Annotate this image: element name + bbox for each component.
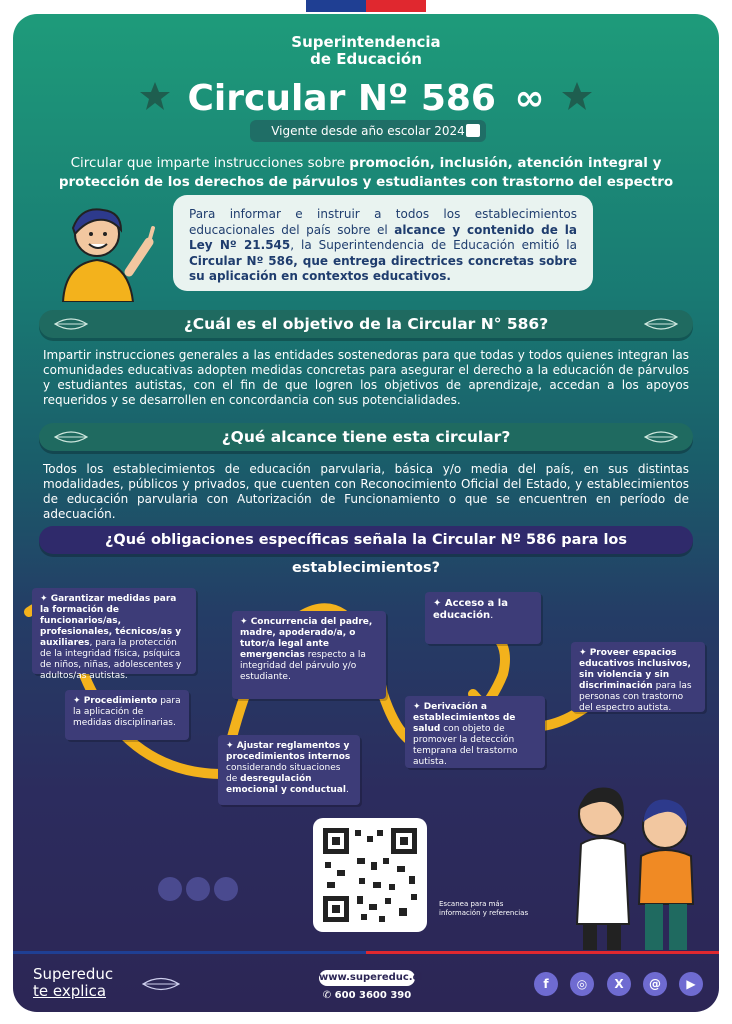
calendar-icon bbox=[466, 124, 480, 137]
page-title: Circular Nº 586 ∞ bbox=[187, 78, 545, 119]
facebook-icon[interactable]: f bbox=[534, 972, 558, 996]
obligation-card: ✦ Derivación a establecimientos de salud con objeto de promover la detección temprana del trastorno autista. bbox=[405, 696, 545, 768]
leaf-icon bbox=[53, 317, 89, 331]
youtube-icon[interactable]: ▶ bbox=[679, 972, 703, 996]
objetivo-text: Impartir instrucciones generales a las entidades sostenedoras para que todas y todos quienes integran las comunidades educativas adopten medidas concretas para asegurar el derecho a la educación de párvulos y estudiantes autistas, con el fin de que logren los objetivos de aprendizaje, accedan a los apoyos requeridos y se desarrollen en concordancia con sus potencialidades. bbox=[43, 348, 689, 407]
leaf-icon bbox=[643, 430, 679, 444]
validity-badge: Vigente desde año escolar 2024 bbox=[250, 120, 486, 142]
obligation-card: ✦ Acceso a la educación. bbox=[425, 592, 541, 644]
instagram-icon[interactable]: ◎ bbox=[570, 972, 594, 996]
decorative-dots bbox=[157, 876, 239, 902]
brand-logo: Supereduc te explica bbox=[33, 965, 114, 1000]
phone-number[interactable]: ✆ 600 3600 390 bbox=[322, 990, 412, 1001]
obligation-card: ✦ Ajustar reglamentos y procedimientos internos considerando situaciones de desregulación emocional y conductual. bbox=[218, 735, 360, 805]
obligation-card: ✦ Proveer espacios educativos inclusivos, sin violencia y sin discriminación para las personas con trastorno del espectro autista. bbox=[571, 642, 705, 712]
qr-code[interactable] bbox=[313, 818, 427, 932]
children-illustration bbox=[561, 774, 711, 952]
section-objetivo-header: ¿Cuál es el objetivo de la Circular N° 586? bbox=[39, 310, 693, 338]
info-bubble: Para informar e instruir a todos los establecimientos educacionales del país sobre el alcance y contenido de la Ley Nº 21.545, la Superintendencia de Educación emitió la Circular Nº 586, que entrega directrices concretas sobre su aplicación en contextos educativos. bbox=[173, 195, 593, 291]
infinity-icon: ∞ bbox=[514, 78, 545, 119]
leaf-icon bbox=[53, 430, 89, 444]
alcance-text: Todos los establecimientos de educación parvularia, básica y/o media del país, en sus distintas modalidades, públicos y privados, que cuenten con Reconocimiento Oficial del Estado, y establecimientos de educación parvularia con Autorización de Funcionamiento o que se encuentren en período de adecuación. bbox=[43, 462, 689, 521]
obligation-card: ✦ Concurrencia del padre, madre, apoderado/a, o tutor/a legal ante emergencias respecto a la integridad del párvulo y/o estudiante. bbox=[232, 611, 386, 699]
website-link[interactable]: www.supereduc.cl bbox=[319, 970, 415, 986]
qr-code-image bbox=[313, 818, 427, 932]
leaf-icon bbox=[643, 317, 679, 331]
section-obligaciones-header: ¿Qué obligaciones específicas señala la Circular Nº 586 para los establecimientos? bbox=[39, 526, 693, 554]
leaf-icon bbox=[141, 976, 181, 992]
phone-icon: ✆ bbox=[322, 990, 335, 1001]
infographic-card bbox=[13, 14, 719, 1012]
pointing-child-illustration bbox=[51, 202, 161, 302]
qr-caption: Escanea para más información y referencias bbox=[439, 900, 529, 917]
intro-text: Circular que imparte instrucciones sobre promoción, inclusión, atención integral y protección de los derechos de párvulos y estudiantes con trastorno del espectro bbox=[58, 155, 674, 190]
agency-logo: Superintendencia de Educación bbox=[291, 33, 441, 68]
section-alcance-header: ¿Qué alcance tiene esta circular? bbox=[39, 423, 693, 451]
obligation-card: ✦ Garantizar medidas para la formación de funcionarios/as, profesionales, técnicos/as y auxiliares, para la protección de la integridad física, psíquica de niños, niñas, adolescentes y adultos/as autistas. bbox=[32, 588, 196, 674]
flag-stripe bbox=[306, 0, 426, 12]
obligation-card: ✦ Procedimiento para la aplicación de medidas disciplinarias. bbox=[65, 690, 189, 740]
threads-icon[interactable]: @ bbox=[643, 972, 667, 996]
footer-stripe bbox=[13, 951, 719, 954]
x-icon[interactable]: X bbox=[607, 972, 631, 996]
